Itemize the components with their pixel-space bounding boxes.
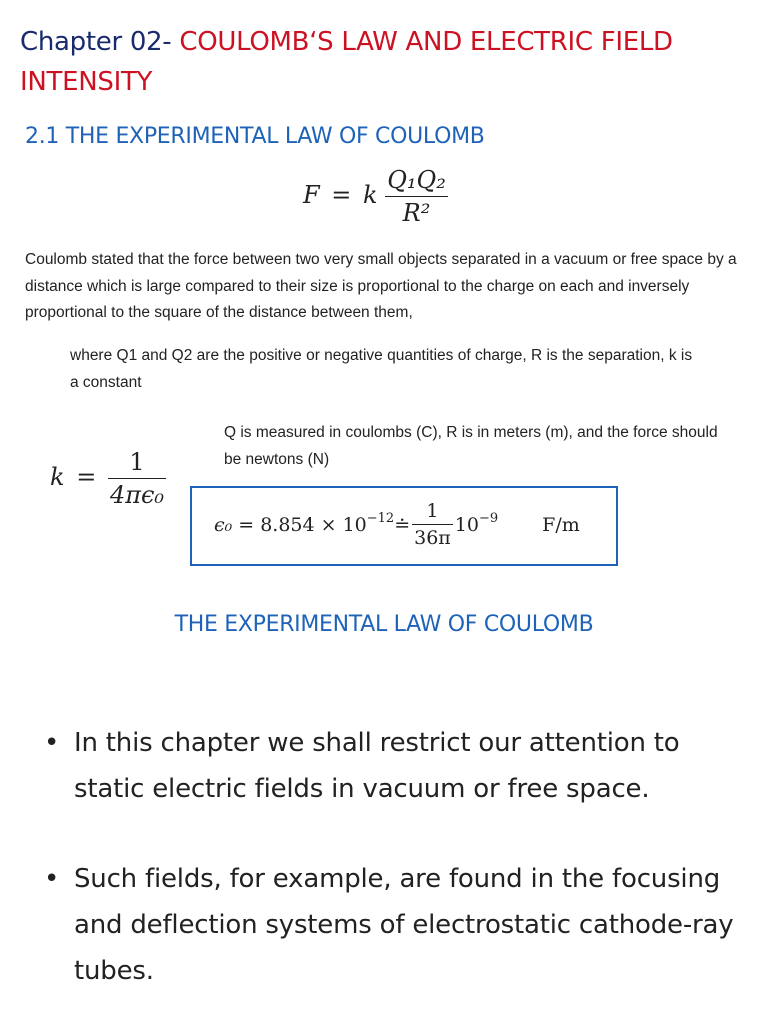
charges-note: where Q1 and Q2 are the positive or negative quantities of charge, R is the separation, k is a constant	[70, 347, 693, 391]
formula-epsilon-base2: 10	[454, 513, 479, 536]
formula-epsilon	[214, 500, 604, 549]
formula-epsilon-exp1: −12	[366, 511, 395, 526]
bullet-dot: •	[44, 864, 60, 894]
formula-k-fraction	[108, 448, 166, 509]
bullet-list	[44, 720, 744, 994]
coulomb-paragraph: Coulomb stated that the force between two very small objects separated in a vacuum or free space by a distance which is large compared to their size is proportional to the charge on each and inversely proportional to the square of the distance between them,	[25, 251, 737, 321]
formula-epsilon-unit: F/m	[542, 513, 580, 536]
units-note: Q is measured in coulombs (C), R is in meters (m), and the force should be newtons (N)	[224, 424, 718, 468]
chapter-title-prefix: Chapter 02-	[20, 27, 180, 57]
formula-force-eq: =	[331, 181, 352, 209]
bullet-text: Such fields, for example, are found in the focusing and deflection systems of electrostatic cathode-ray tubes.	[74, 864, 734, 986]
formula-epsilon-numerator: 1	[426, 500, 439, 522]
formula-epsilon-value: 8.854 × 10	[260, 513, 367, 536]
bullet-text: In this chapter we shall restrict our attention to static electric fields in vacuum or free space.	[74, 728, 680, 804]
formula-k-numerator: 1	[129, 448, 145, 476]
chapter-title	[20, 22, 740, 102]
formula-force-numerator: Q₁Q₂	[387, 166, 446, 194]
formula-k-eq: =	[76, 463, 97, 491]
formula-epsilon-exp2: −9	[478, 511, 499, 526]
formula-force-fraction	[385, 166, 448, 227]
subheading: THE EXPERIMENTAL LAW OF COULOMB	[174, 612, 594, 637]
formula-force-denominator: R²	[402, 199, 431, 227]
formula-k-denominator: 4πϵ₀	[109, 481, 165, 509]
formula-epsilon-denominator: 36π	[414, 527, 451, 549]
formula-force-lhs: F	[303, 181, 320, 209]
chapter-title-main: COULOMB‘S LAW AND ELECTRIC FIELD INTENSITY	[20, 27, 673, 97]
formula-k-lhs: k	[50, 463, 65, 491]
formula-epsilon-approx: ≐	[394, 513, 411, 536]
formula-epsilon-eq: =	[238, 513, 255, 536]
formula-k	[50, 448, 166, 509]
formula-epsilon-lhs: ϵ₀	[214, 513, 233, 536]
list-item	[44, 720, 744, 812]
formula-force-k: k	[363, 181, 378, 209]
list-item	[44, 856, 744, 994]
section-heading: 2.1 THE EXPERIMENTAL LAW OF COULOMB	[25, 124, 485, 149]
bullet-dot: •	[44, 728, 60, 758]
formula-epsilon-fraction	[412, 500, 453, 549]
formula-force	[303, 166, 448, 227]
